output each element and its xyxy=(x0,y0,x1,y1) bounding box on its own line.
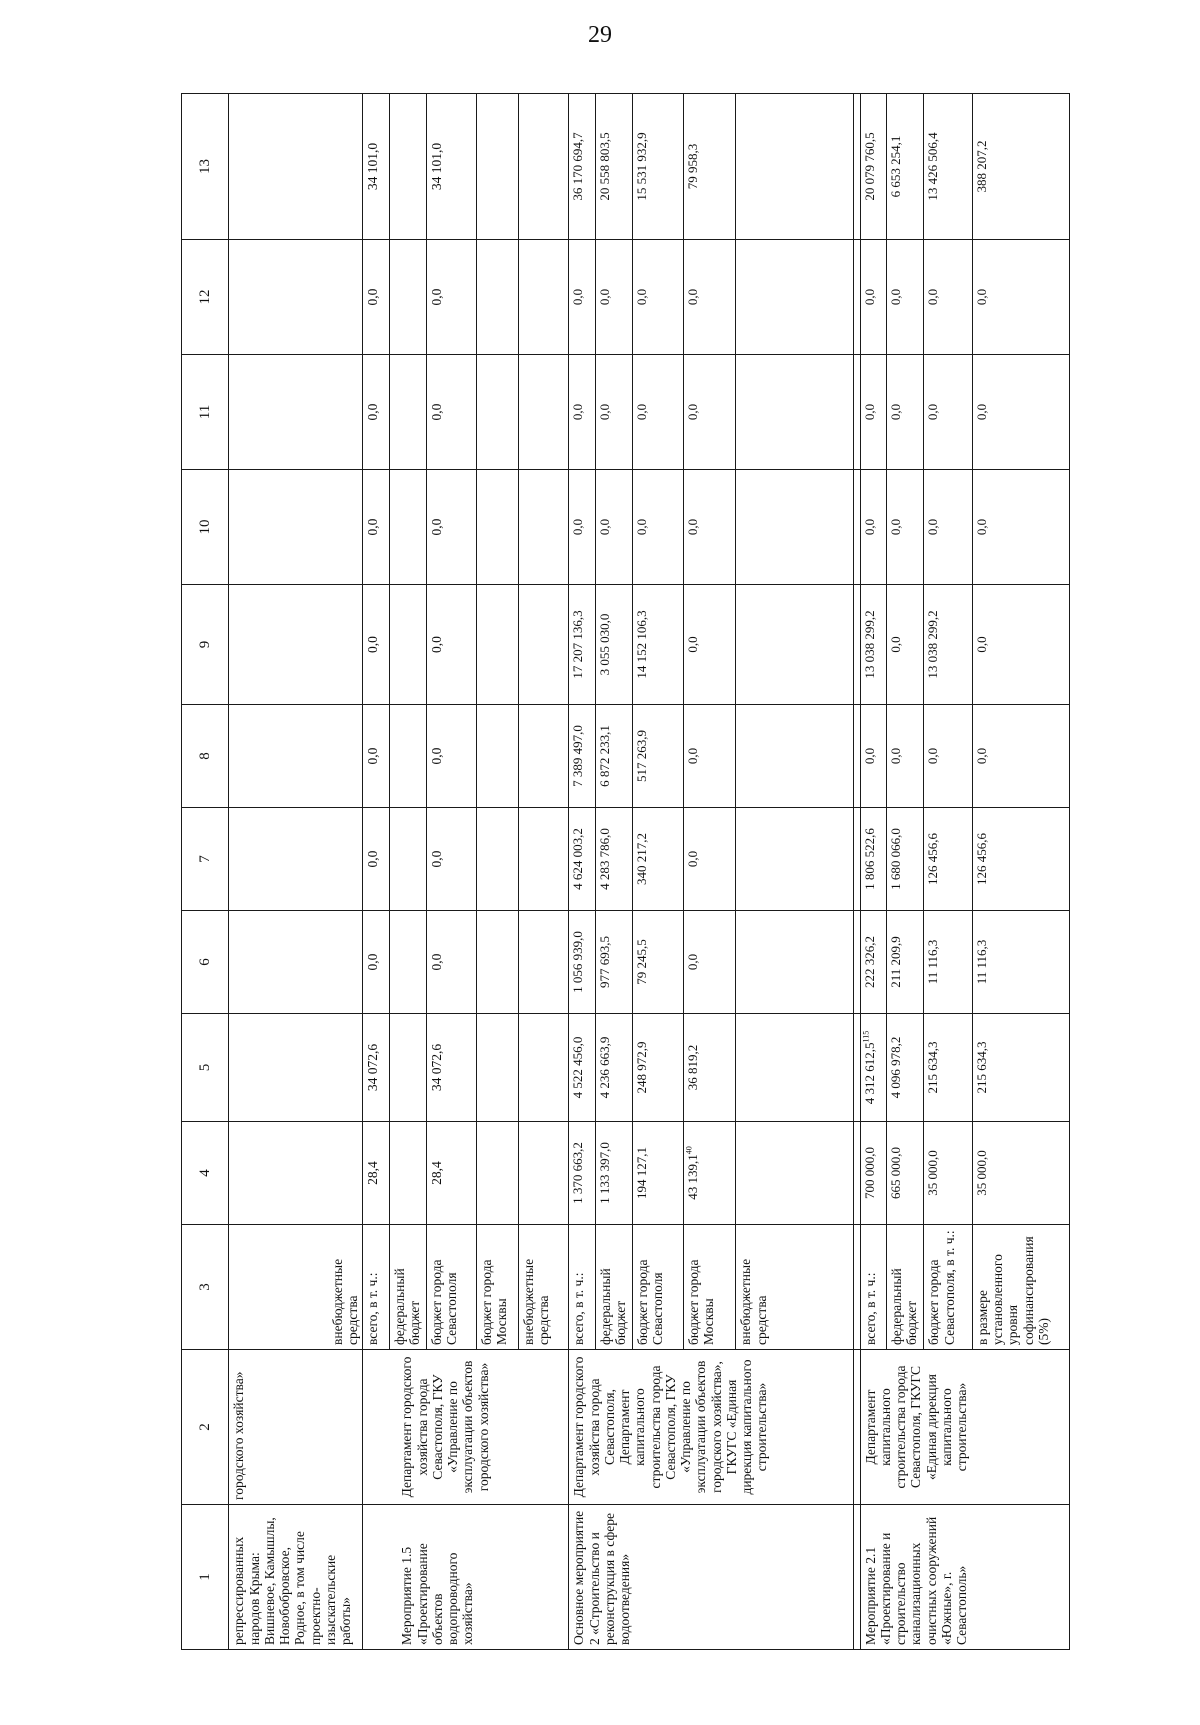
table-cell: 0,0 xyxy=(972,705,1069,808)
table-cell xyxy=(476,585,518,705)
header-col-4: 4 xyxy=(182,1122,229,1225)
table-cell: 0,0 xyxy=(683,911,736,1014)
table-cell xyxy=(736,585,854,705)
table-cell: 0,0 xyxy=(683,585,736,705)
table-cell: 0,0 xyxy=(924,470,972,585)
table-rotated-container xyxy=(181,94,1070,1650)
table-cell: 15 531 932,9 xyxy=(633,94,684,240)
table-cell xyxy=(389,705,426,808)
table-cell: 0,0 xyxy=(887,355,924,470)
header-col-13: 13 xyxy=(182,94,229,240)
table-cell: 1 806 522,6 xyxy=(860,808,886,911)
funding-source: бюджет города Севастополя, в т. ч.: xyxy=(924,1225,972,1350)
funding-source: в размере установленного уровня софинансирования (5%) xyxy=(972,1225,1069,1350)
table-cell xyxy=(518,1014,569,1122)
table-cell: 0,0 xyxy=(633,240,684,355)
table-cell: 20 079 760,5 xyxy=(860,94,886,240)
table-cell: 0,0 xyxy=(427,808,477,911)
table-cell xyxy=(518,94,569,240)
table-cell xyxy=(389,911,426,1014)
header-col-10: 10 xyxy=(182,470,229,585)
table-cell xyxy=(476,240,518,355)
table-cell xyxy=(518,240,569,355)
header-col-7: 7 xyxy=(182,808,229,911)
table-cell: 13 038 299,2 xyxy=(924,585,972,705)
table-row xyxy=(569,94,595,1650)
table-cell xyxy=(518,355,569,470)
table-cell: 4 312 612,5$^{115}$ xyxy=(860,1014,886,1122)
continuation-name: репрессированных народов Крыма: Вишневое, Камышлы, Новобобровское, Родное, в том числе проектно-изыскательские работы» xyxy=(229,1505,363,1650)
table-cell: 4 624 003,2 xyxy=(569,808,595,911)
item-name-2-1: Мероприятие 2.1 «Проектирование и строительство канализационных очистных сооружений «Южные», г. Севастополь» xyxy=(860,1505,1069,1650)
table-cell: 0,0 xyxy=(569,355,595,470)
footnote-marker: 115 xyxy=(861,1030,871,1043)
table-cell: 0,0 xyxy=(860,355,886,470)
table-cell: 0,0 xyxy=(683,240,736,355)
table-cell: 34 072,6 xyxy=(363,1014,389,1122)
table-cell: 0,0 xyxy=(683,355,736,470)
table-cell: 7 389 497,0 xyxy=(569,705,595,808)
table-cell: 14 152 106,3 xyxy=(633,585,684,705)
table-cell: 3 055 030,0 xyxy=(595,585,632,705)
table-cell: 0,0 xyxy=(363,808,389,911)
table-cell: 1 056 939,0 xyxy=(569,911,595,1014)
table-cell: 6 653 254,1 xyxy=(887,94,924,240)
table-cell: 17 207 136,3 xyxy=(569,585,595,705)
table-cell xyxy=(389,585,426,705)
table-cell: 13 426 506,4 xyxy=(924,94,972,240)
funding-source: всего, в т. ч.: xyxy=(860,1225,886,1350)
table-cell xyxy=(736,1014,854,1122)
table-cell xyxy=(518,585,569,705)
table-cell: 4 096 978,2 xyxy=(887,1014,924,1122)
item-executor-1-5: Департамент городского хозяйства города Севастополя, ГКУ «Управление по эксплуатации объектов городского хозяйства» xyxy=(363,1350,569,1505)
table-cell: 0,0 xyxy=(683,808,736,911)
table-cell: 517 263,9 xyxy=(633,705,684,808)
table-cell: 11 116,3 xyxy=(924,911,972,1014)
table-cell: 215 634,3 xyxy=(924,1014,972,1122)
table-cell xyxy=(736,808,854,911)
funding-source: федеральный бюджет xyxy=(389,1225,426,1350)
table-cell: 0,0 xyxy=(683,470,736,585)
table-cell: 35 000,0 xyxy=(972,1122,1069,1225)
table-cell: 0,0 xyxy=(427,705,477,808)
table-cell xyxy=(389,1014,426,1122)
table-cell xyxy=(476,470,518,585)
table-cell: 0,0 xyxy=(427,240,477,355)
table-cell: 0,0 xyxy=(633,470,684,585)
item-name-1-5: Мероприятие 1.5 «Проектирование объектов водопроводного хозяйства» xyxy=(363,1505,569,1650)
funding-source: бюджет города Севастополя xyxy=(427,1225,477,1350)
table-cell: 215 634,3 xyxy=(972,1014,1069,1122)
table-cell: 79 958,3 xyxy=(683,94,736,240)
table-cell: 43 139,1$^{40}$ xyxy=(683,1122,736,1225)
table-cell: 0,0 xyxy=(887,585,924,705)
table-cell xyxy=(518,705,569,808)
table-cell xyxy=(389,240,426,355)
table-cell: 34 101,0 xyxy=(363,94,389,240)
table-cell: 248 972,9 xyxy=(633,1014,684,1122)
table-cell: 0,0 xyxy=(972,470,1069,585)
header-col-9: 9 xyxy=(182,585,229,705)
table-cell xyxy=(476,1122,518,1225)
table-cell: 0,0 xyxy=(595,355,632,470)
header-row xyxy=(182,94,229,1650)
table-cell: 34 101,0 xyxy=(427,94,477,240)
table-cell: 0,0 xyxy=(569,470,595,585)
table-cell xyxy=(476,808,518,911)
table-cell: 36 819,2 xyxy=(683,1014,736,1122)
table-cell: 28,4 xyxy=(427,1122,477,1225)
header-col-11: 11 xyxy=(182,355,229,470)
table-cell xyxy=(736,1122,854,1225)
rotated-page-area xyxy=(181,94,1070,1650)
table-cell: 0,0 xyxy=(595,470,632,585)
funding-source: всего, в т. ч.: xyxy=(363,1225,389,1350)
table-cell: 4 283 786,0 xyxy=(595,808,632,911)
table-cell: 28,4 xyxy=(363,1122,389,1225)
continuation-executor: городского хозяйства» xyxy=(229,1350,363,1505)
table-cell: 0,0 xyxy=(860,705,886,808)
table-cell: 0,0 xyxy=(887,705,924,808)
item-executor-2-1: Департамент капитального строительства города Севастополя, ГКУГС «Единая дирекция капитального строительства» xyxy=(860,1350,1069,1505)
funding-source: бюджет города Севастополя xyxy=(633,1225,684,1350)
table-cell: 0,0 xyxy=(363,911,389,1014)
funding-source: внебюджетные средства xyxy=(736,1225,854,1350)
table-cell: 0,0 xyxy=(683,705,736,808)
table-cell: 11 116,3 xyxy=(972,911,1069,1014)
table-cell: 0,0 xyxy=(972,240,1069,355)
table-cell xyxy=(476,355,518,470)
table-cell: 1 370 663,2 xyxy=(569,1122,595,1225)
table-cell: 4 522 456,0 xyxy=(569,1014,595,1122)
table-cell: 700 000,0 xyxy=(860,1122,886,1225)
table-cell: 13 038 299,2 xyxy=(860,585,886,705)
table-cell xyxy=(389,470,426,585)
table-cell: 36 170 694,7 xyxy=(569,94,595,240)
table-cell: 0,0 xyxy=(427,355,477,470)
table-cell: 0,0 xyxy=(427,585,477,705)
table-cell: 1 133 397,0 xyxy=(595,1122,632,1225)
table-cell: 0,0 xyxy=(633,355,684,470)
table-cell: 0,0 xyxy=(860,240,886,355)
item-name-om-2: Основное мероприятие 2 «Строительство и реконструкция в сфере водоотведения» xyxy=(569,1505,854,1650)
table-cell: 211 209,9 xyxy=(887,911,924,1014)
header-col-12: 12 xyxy=(182,240,229,355)
table-cell: 0,0 xyxy=(972,585,1069,705)
table-cell: 0,0 xyxy=(595,240,632,355)
table-cell: 0,0 xyxy=(860,470,886,585)
table-cell: 0,0 xyxy=(924,355,972,470)
table-cell xyxy=(389,1122,426,1225)
table-cell: 977 693,5 xyxy=(595,911,632,1014)
header-col-5: 5 xyxy=(182,1014,229,1122)
table-cell xyxy=(476,705,518,808)
table-cell xyxy=(518,1122,569,1225)
table-cell xyxy=(389,94,426,240)
footnote-marker: 40 xyxy=(684,1146,694,1155)
table-cell: 0,0 xyxy=(363,705,389,808)
table-cell xyxy=(736,470,854,585)
table-cell xyxy=(476,94,518,240)
table-cell xyxy=(476,1014,518,1122)
table-cell: 35 000,0 xyxy=(924,1122,972,1225)
table-cell: 20 558 803,5 xyxy=(595,94,632,240)
funding-source: федеральный бюджет xyxy=(595,1225,632,1350)
table-cell: 0,0 xyxy=(427,470,477,585)
financing-table xyxy=(181,93,1070,1650)
table-cell xyxy=(518,808,569,911)
funding-source: внебюджетные средства xyxy=(229,1225,363,1350)
table-cell: 665 000,0 xyxy=(887,1122,924,1225)
table-cell xyxy=(476,911,518,1014)
table-cell: 0,0 xyxy=(887,240,924,355)
continuation-row xyxy=(229,94,363,1650)
table-cell: 194 127,1 xyxy=(633,1122,684,1225)
table-cell: 222 326,2 xyxy=(860,911,886,1014)
funding-source: всего, в т. ч.: xyxy=(569,1225,595,1350)
funding-source: бюджет города Москвы xyxy=(476,1225,518,1350)
table-cell: 0,0 xyxy=(887,470,924,585)
funding-source: федеральный бюджет xyxy=(887,1225,924,1350)
table-cell xyxy=(736,94,854,240)
header-col-6: 6 xyxy=(182,911,229,1014)
header-col-1: 1 xyxy=(182,1505,229,1650)
table-cell xyxy=(736,355,854,470)
page-number: 29 xyxy=(588,22,612,48)
table-cell: 79 245,5 xyxy=(633,911,684,1014)
header-col-3: 3 xyxy=(182,1225,229,1350)
table-cell: 6 872 233,1 xyxy=(595,705,632,808)
table-row xyxy=(363,94,389,1650)
table-cell: 126 456,6 xyxy=(972,808,1069,911)
table-cell xyxy=(389,355,426,470)
table-cell: 0,0 xyxy=(363,355,389,470)
table-cell: 0,0 xyxy=(363,585,389,705)
item-executor-om-2: Департамент городского хозяйства города Севастополя, Департамент капитального строительства города Севастополя, ГКУ «Управление по эксплуатации объектов городского хозяйства», ГКУГС «Единая дирекция капитального строительства» xyxy=(569,1350,854,1505)
table-cell xyxy=(736,911,854,1014)
table-cell: 0,0 xyxy=(363,240,389,355)
table-cell: 126 456,6 xyxy=(924,808,972,911)
funding-source: внебюджетные средства xyxy=(518,1225,569,1350)
table-cell: 4 236 663,9 xyxy=(595,1014,632,1122)
table-cell: 1 680 066,0 xyxy=(887,808,924,911)
table-cell xyxy=(736,705,854,808)
table-cell: 0,0 xyxy=(924,705,972,808)
table-cell: 34 072,6 xyxy=(427,1014,477,1122)
table-cell: 0,0 xyxy=(924,240,972,355)
header-col-2: 2 xyxy=(182,1350,229,1505)
table-cell: 0,0 xyxy=(363,470,389,585)
table-cell: 0,0 xyxy=(972,355,1069,470)
funding-source: бюджет города Москвы xyxy=(683,1225,736,1350)
table-cell: 0,0 xyxy=(427,911,477,1014)
table-cell: 388 207,2 xyxy=(972,94,1069,240)
table-cell xyxy=(518,470,569,585)
table-cell xyxy=(736,240,854,355)
table-cell: 0,0 xyxy=(569,240,595,355)
table-row xyxy=(860,94,886,1650)
table-cell xyxy=(518,911,569,1014)
header-col-8: 8 xyxy=(182,705,229,808)
table-cell: 340 217,2 xyxy=(633,808,684,911)
table-cell xyxy=(389,808,426,911)
